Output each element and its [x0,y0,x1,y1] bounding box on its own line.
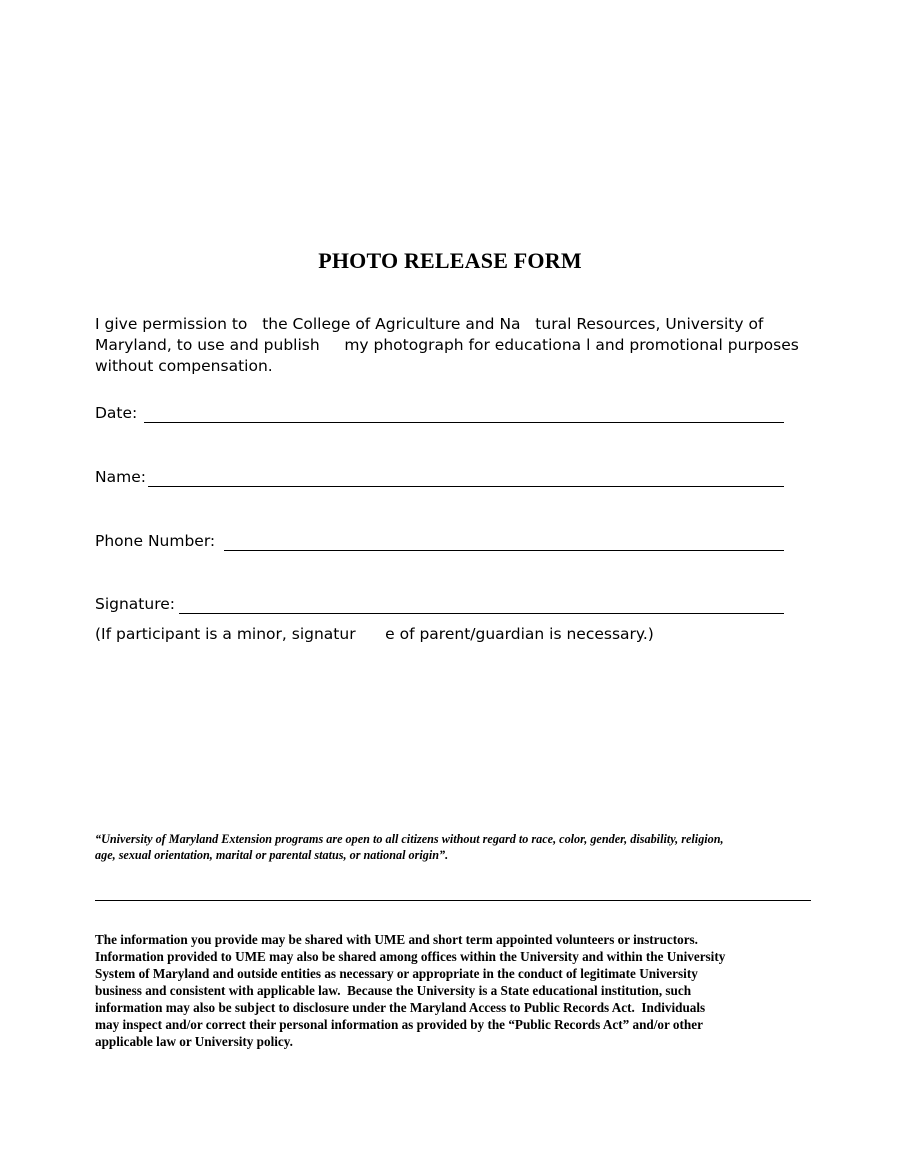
nondiscrimination-line: age, sexual orientation, marital or parental status, or national origin”. [95,848,449,862]
footer-divider [95,900,811,901]
privacy-line: business and consistent with applicable law. Because the University is a State educational institution, such [95,983,692,998]
privacy-line: may inspect and/or correct their personal information as provided by the “Public Records Act” and/or other [95,1017,703,1032]
nondiscrimination-line: “University of Maryland Extension programs are open to all citizens without regard to race, color, gender, disability, religion, [95,832,724,846]
date-label: Date: [95,404,138,422]
privacy-line: applicable law or University policy. [95,1034,293,1049]
privacy-line: The information you provide may be shared with UME and short term appointed volunteers or instructors. [95,932,698,947]
nondiscrimination-statement [95,831,815,863]
name-blank-line[interactable] [148,466,784,487]
phone-label: Phone Number: [95,532,216,550]
permission-statement [95,314,799,377]
date-field-row [95,397,784,423]
privacy-notice [95,931,815,1050]
signature-blank-line[interactable] [179,593,784,614]
name-field-row [95,461,784,487]
privacy-line: Information provided to UME may also be shared among offices within the University and within the University [95,949,726,964]
permission-line: without compensation. [95,357,273,375]
name-label: Name: [95,468,146,486]
minor-guardian-note: (If participant is a minor, signatur e of parent/guardian is necessary.) [95,625,654,643]
phone-blank-line[interactable] [224,530,784,551]
permission-line: I give permission to the College of Agriculture and Na tural Resources, University of [95,315,764,333]
form-title: PHOTO RELEASE FORM [318,248,582,273]
date-blank-line[interactable] [144,402,784,423]
signature-field-row [95,588,784,614]
permission-line: Maryland, to use and publish my photograph for educationa l and promotional purposes [95,336,799,354]
privacy-line: System of Maryland and outside entities as necessary or appropriate in the conduct of legitimate University [95,966,698,981]
privacy-line: information may also be subject to disclosure under the Maryland Access to Public Records Act. Individuals [95,1000,706,1015]
signature-label: Signature: [95,595,175,613]
phone-field-row [95,525,784,551]
